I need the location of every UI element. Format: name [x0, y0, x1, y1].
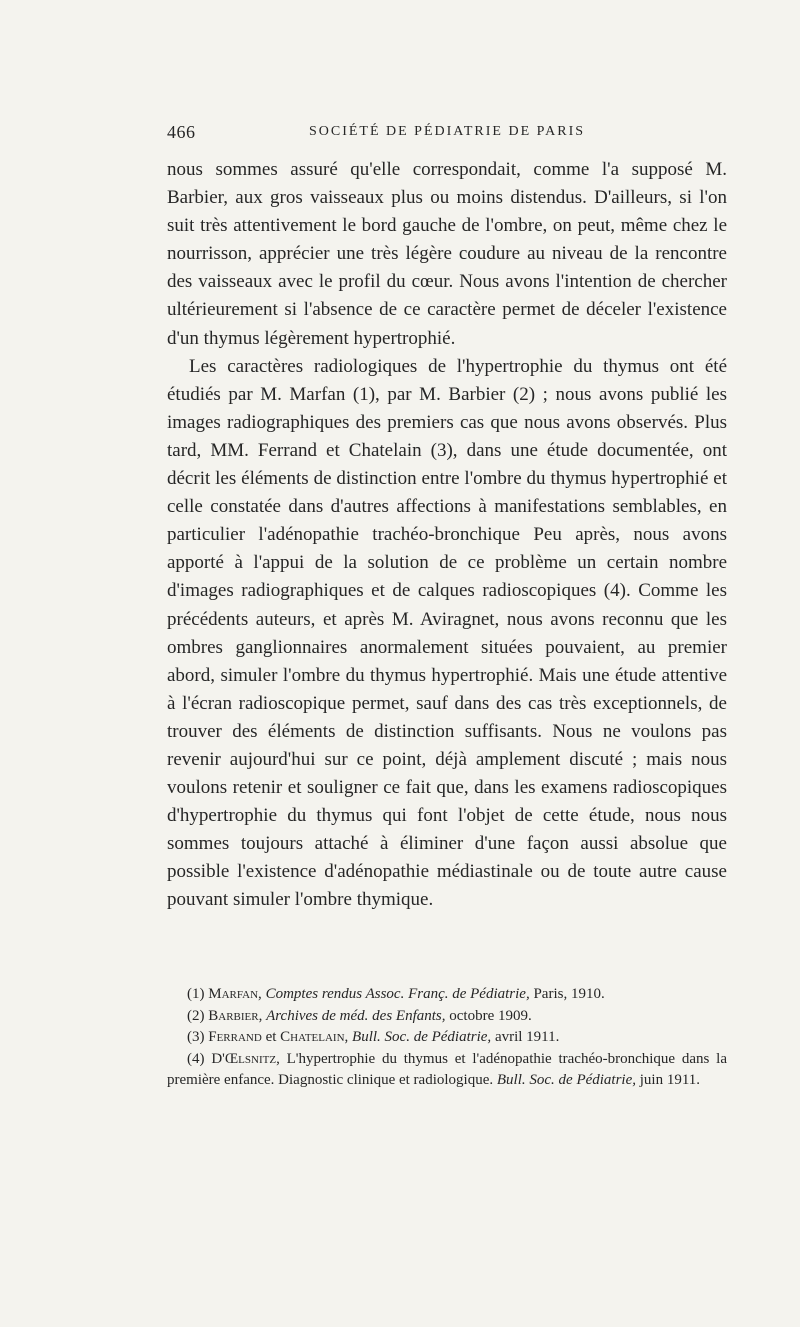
paragraph-radiology: Les caractères radiologiques de l'hypertrophie du thymus ont été étudiés par M. Marfan (1), par M. Barbier (2) ; nous avons publié les images radiographiques des premiers cas que nous avons observés. Plus tard, MM. Ferrand et Chatelain (3), dans une étude documentée, ont décrit les éléments de distinction entre l'ombre du thymus hypertrophié et celle constatée dans d'autres affections à manifestations semblables, en particulier l'adénopathie trachéo-bronchique Peu après, nous avons apporté à l'appui de la solution de ce problème un certain nombre d'images radiographiques et de calques radioscopiques (4). Comme les précédents auteurs, et après M. Aviragnet, nous avons reconnu que les ombres ganglionnaires anormalement situées pouvaient, au premier abord, simuler l'ombre du thymus hypertrophié. Mais une étude attentive à l'écran radioscopique permet, sauf dans des cas très exceptionnels, de trouver des éléments de distinction suffisants. Nous ne voulons pas revenir aujourd'hui sur ce point, déjà amplement discuté ; mais nous voulons retenir et souligner ce fait que, dans les examens radioscopiques d'hypertrophie du thymus qui font l'objet de cette étude, nous nous sommes toujours attaché à éliminer d'une façon aussi absolue que possible l'existence d'adénopathie médiastinale ou de toute autre cause pouvant simuler l'ombre thymique.	[167, 355, 727, 911]
footnote-text: L'hypertrophie du thymus et l'adénopathie trachéo-bronchique dans la première enfance. Diagnostic clinique et radiologique.	[167, 1050, 728, 1088]
footnote-3	[167, 1027, 727, 1049]
footnote-rest: Paris, 1910.	[533, 986, 605, 1002]
footnote-number: (3)	[187, 1029, 205, 1045]
footnote-title: Bull. Soc. de Pédiatrie,	[496, 1072, 637, 1088]
footnote-author: Ferrand	[208, 1029, 262, 1045]
page-header	[167, 122, 727, 148]
footnote-author: Barbier,	[208, 1007, 263, 1024]
footnote-title: Archives de méd. des Enfants,	[266, 1007, 446, 1024]
footnote-author: Marfan,	[208, 986, 262, 1002]
footnote-4	[167, 1049, 727, 1092]
running-head: SOCIÉTÉ DE PÉDIATRIE DE PARIS	[308, 124, 586, 139]
footnote-rest: octobre 1909.	[449, 1007, 532, 1024]
page-number: 466	[167, 122, 196, 142]
footnote-rest: avril 1911.	[494, 1029, 560, 1045]
footnotes	[167, 984, 727, 1092]
paragraph-continued: nous sommes assuré qu'elle correspondait, comme l'a supposé M. Barbier, aux gros vaisseaux plus ou moins distendus. D'ailleurs, si l'on suit très attentivement le bord gauche de l'ombre, on peut, même chez le nourrisson, apprécier une très légère coudure au niveau de la rencontre des vaisseaux avec le profil du cœur. Nous avons l'intention de chercher ultérieurement si l'absence de ce caractère permet de déceler l'existence d'un thymus légèrement hypertrophié.	[167, 159, 727, 349]
footnote-title: Comptes rendus Assoc. Franç. de Pédiatrie,	[265, 986, 530, 1002]
footnote-conjunction: et	[265, 1029, 277, 1045]
footnote-number: (4)	[187, 1050, 205, 1067]
footnote-author-2: Chatelain,	[280, 1029, 349, 1045]
footnote-1	[167, 984, 727, 1006]
footnote-2	[167, 1006, 727, 1028]
footnote-title: Bull. Soc. de Pédiatrie,	[352, 1029, 492, 1045]
main-text	[167, 156, 727, 915]
footnote-author: D'Œlsnitz,	[211, 1050, 280, 1067]
footnote-number: (2)	[187, 1007, 205, 1024]
footnote-rest: juin 1911.	[639, 1072, 701, 1088]
footnote-number: (1)	[187, 986, 205, 1002]
